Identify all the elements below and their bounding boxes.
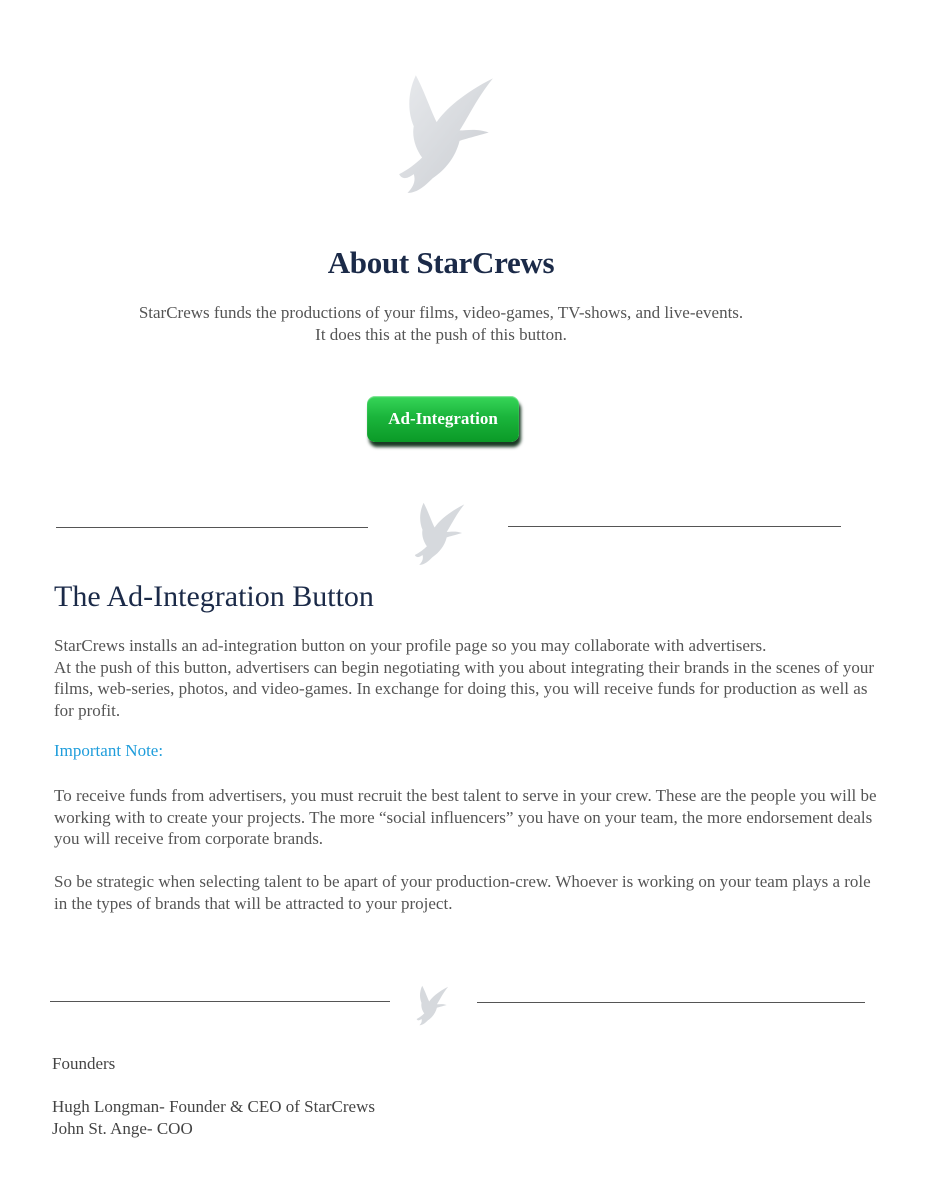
section-title: The Ad-Integration Button [54,580,374,613]
paragraph-intro-line-1: StarCrews installs an ad-integration button on your profile page so you may collaborate with advertisers. [54,636,767,655]
dove-divider-icon [410,500,468,566]
founders-label: Founders [52,1054,116,1073]
divider-right-2 [477,1002,865,1003]
paragraph-talent: To receive funds from advertisers, you must recruit the best talent to serve in your crew. These are the people you will be working with to create your projects. The more “social influencers” you have on your team, the more endorsement deals you will receive from corporate brands. [54,786,877,848]
about-title: About StarCrews [327,245,555,280]
dove-divider-small-icon [414,984,450,1026]
about-line-1: StarCrews funds the productions of your films, video-games, TV-shows, and live-events. [138,303,744,322]
about-description [0,302,882,346]
important-note-label: Important Note: [54,741,164,760]
dove-logo-icon [390,70,500,195]
paragraph-intro [54,635,884,721]
paragraph-strategy: So be strategic when selecting talent to be apart of your production-crew. Whoever is working on your team plays a role in the types of brands that will be attracted to your project. [54,872,871,913]
paragraph-intro-rest: At the push of this button, advertisers can begin negotiating with you about integrating their brands in the scenes of your films, web-series, photos, and video-games. In exchange for doing this, you will receive funds for production as well as for profit. [54,657,875,720]
about-line-2: It does this at the push of this button. [315,325,567,344]
divider-left-2 [50,1001,390,1002]
divider-left [56,527,368,528]
divider-right [508,526,841,527]
ad-integration-button[interactable]: Ad-Integration [367,396,519,442]
founder-1: Hugh Longman- Founder & CEO of StarCrews [52,1097,375,1116]
founder-2: John St. Ange- COO [52,1119,193,1138]
